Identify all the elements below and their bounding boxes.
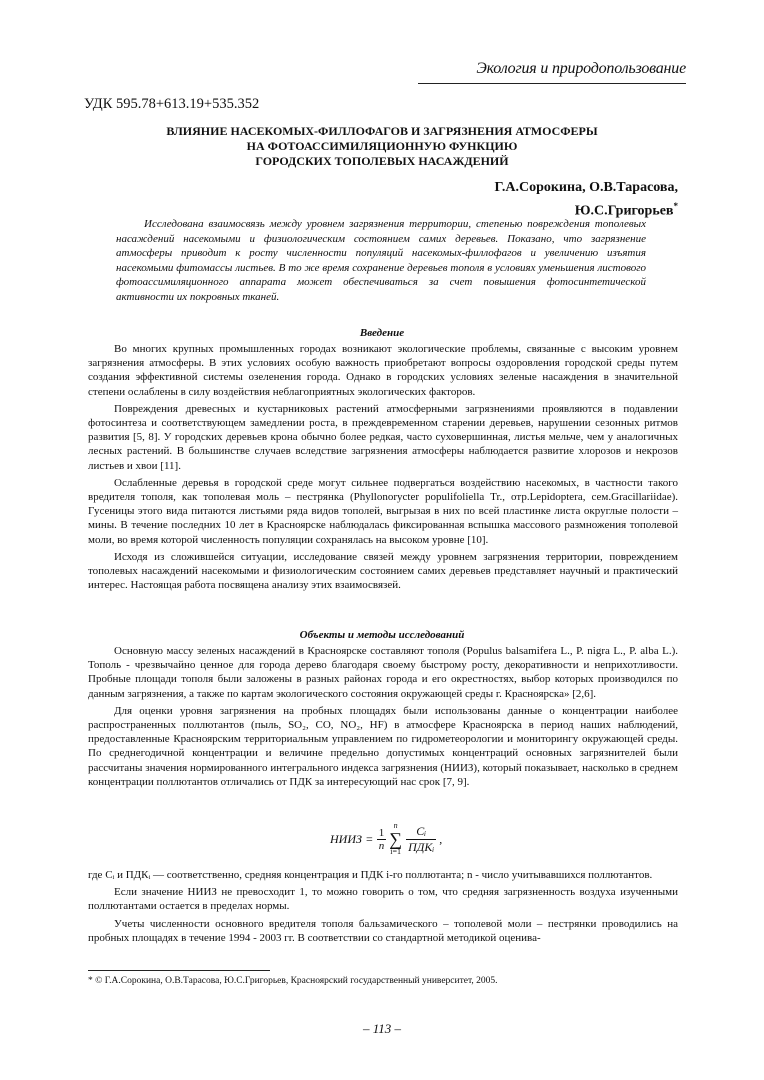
formula-ratio: $\frac{\text{Cᵢ}}{\text{ПДКᵢ}}$ [408,823,435,854]
paragraph: Исходя из сложившейся ситуации, исследование связей между уровнем загрязнения территории, повреждением тополевых насаждений насекомыми и физиологическим состоянием самих деревьев представляет научный и практический интерес. Настоящая работа посвящена анализу этих взаимосвязей. [88,550,678,592]
paragraph: Учеты численности основного вредителя тополя бальзамического – тополевой моли – пестрянки проводились на пробных площадях в течение 1994 - 2003 гг. В соответствии со стандартной методикой оценива- [88,917,678,944]
paragraph: Если значение НИИЗ не превосходит 1, то можно говорить о том, что средняя загрязненность воздуха изученными поллютантами остается в пределах нормы. [88,886,678,913]
title-line: ГОРОДСКИХ ТОПОЛЕВЫХ НАСАЖДЕНИЙ [255,154,509,168]
article-title [90,124,674,169]
methods-body-continued [88,868,678,948]
title-line: НА ФОТОАССИМИЛЯЦИОННУЮ ФУНКЦИЮ [246,139,518,153]
paragraph: где Cᵢ и ПДКᵢ — соответственно, средняя концентрация и ПДК i-го поллютанта; n - число учитывавшихся поллютантов. [88,869,653,881]
footnote-rule [88,970,270,971]
paragraph: Основную массу зеленых насаждений в Красноярске составляют тополя (Populus balsamifera L., P. nigra L., P. alba L.). Тополь - чрезвычайно ценное для города дерево благодаря своему быстрому росту, декоративности и неприхотливости. Пробные площади тополя были заложены в разных районах города и его окрестностях, выбор которых производился по данным загрязнения, а также по картам экологического состояния окружающей среды г. Красноярска» [2,6]. [88,645,678,700]
paragraph: Повреждения древесных и кустарниковых растений атмосферными загрязнениями проявляются в подавлении фотосинтеза и соответствующем замедлении роста, в преждевременном старении деревьев, нарушении сезонных ритмов развития [5, 8]. У городских деревьев крона обычно более редкая, часто суховершинная, листья мельче, чем у аналогичных лесных растений. В большинстве случаев вследствие загрязнения атмосферы наблюдается развитие хлорозов и некрозов листьев и хвои [11]. [88,402,678,472]
sum-symbol: n ∑ i=1 [389,821,403,856]
paragraph: Ослабленные деревья в городской среде могут сильнее подвергаться воздействию насекомых, в частности такого вредителя тополя, как тополевая моль – пестрянка (Phyllonorycter populifoliella Tr., отр.Lepidoptera, сем.Gracillariidae). Гусеницы этого вида питаются листьями ряда видов тополей, выгрызая в них по всей пластинке листа округлые полости – мины. В течение последних 10 лет в Красноярске наблюдалась фиксированная вспышка массового размножения тополевой моли, во время которой численность популяции сохранялась на высоком уровне [10]. [88,476,678,546]
abstract: Исследована взаимосвязь между уровнем загрязнения территории, степенью повреждения тополевых насаждений насекомыми и физиологическим состоянием самих деревьев. Показано, что загрязнение атмосферы приводит к росту численности популяций насекомых-филлофагов и увеличению изъятия насекомыми фитомассы листьев. В то же время сохранение деревьев тополя в условиях уменьшения листового фотоассимиляционного аппарата может обеспечиваться за счет повышения фотосинтетической активности их покровных тканей. [116,218,646,303]
authors [495,178,678,221]
methods-body [88,644,678,792]
formula-equals: = [365,831,373,846]
formula-one-over-n: $\frac{1}{n}$ [378,826,385,852]
authors-line-2: Ю.С.Григорьев* [574,201,678,219]
running-head-rule [418,83,686,84]
footnote: * © Г.А.Сорокина, О.В.Тарасова, Ю.С.Григорьев, Красноярский государственный университет, 2005. [88,976,498,986]
footnote-mark: * [673,201,678,211]
page-number: – 113 – [362,1021,402,1036]
udk-code: УДК 595.78+613.19+535.352 [84,96,260,112]
intro-body [88,342,678,595]
paragraph: Для оценки уровня загрязнения на пробных площадях были использованы данные о концентрации наиболее распространенных поллютантов (пыль, SO₂, CO, NO₂, HF) в атмосфере Красноярска в период наших наблюдений, предоставленные Красноярским территориальным управлением по гидрометеорологии и мониторингу окружающей среды. По среднегодичной концентрации и величине предельно допустимых концентраций основных загрязнителей были рассчитаны значения нормированного интегрального индекса загрязнения (НИИЗ), который показывает, насколько в среднем концентрации поллютантов отличались от ПДК за интересующий нас срок [7, 9]. [88,704,678,788]
section-heading-intro: Введение [359,327,405,339]
section-heading-methods: Объекты и методы исследований [299,629,465,641]
niiz-formula: НИИЗ = $\frac{1}{n}$ n ∑ i=1 $\frac{\text{Cᵢ}}{\text{ПДКᵢ}}$ , [330,821,443,856]
title-line: ВЛИЯНИЕ НАСЕКОМЫХ-ФИЛЛОФАГОВ И ЗАГРЯЗНЕНИЯ АТМОСФЕРЫ [166,124,598,138]
paragraph: Во многих крупных промышленных городах возникают экологические проблемы, связанные с высоким уровнем загрязнения атмосферы. В этих условиях особую важность приобретают вопросы оздоровления городской среды путем создания эффективной системы озеленения города. Однако в городских условиях зеленые насаждения в значительной степени ослаблены в силу воздействия неблагоприятных экологических факторов. [88,343,678,398]
running-head: Экология и природопользование [476,60,686,77]
formula-lhs: НИИЗ [330,831,362,846]
authors-line-1: Г.А.Сорокина, О.В.Тарасова, [494,180,678,195]
